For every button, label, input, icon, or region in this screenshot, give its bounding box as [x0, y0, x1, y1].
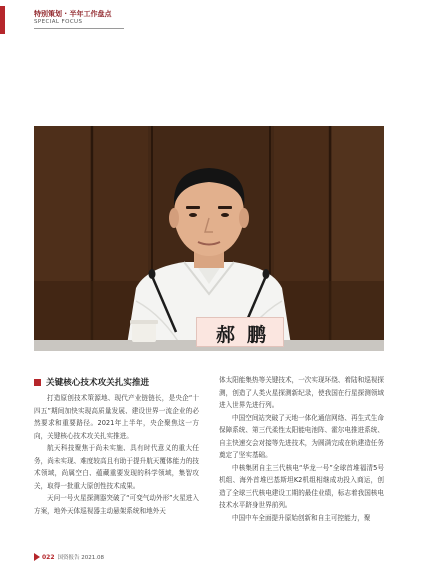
- speaker-nameplate: [196, 317, 284, 347]
- page-number: 022: [42, 553, 55, 561]
- paragraph-continued: 体太阳能集热等关键技术，一次实现环绕、着陆和巡视探测，创造了人类火星探测新纪录，使我国在行星探测领域进入世界先进行列。: [219, 376, 384, 409]
- paragraph: 中国空间站突破了天地一体化通信网络、再生式生命保障系统、第三代柔性太阳能电池阵、霍尔电推进系统、自主快速交会对接等先进技术，为圆满完成在轨建造任务奠定了坚实基础。: [219, 413, 384, 459]
- paragraph: 打造原创技术策源地、现代产业链链长，是央企“十四五”期间加快实现高质量发展、建设世界一流企业的必然要求和重要路径。2021年上半年，央企聚焦这一方向，关键核心技术攻关扎实推进。: [34, 394, 199, 440]
- section-label: 特别策划 · 半年工作盘点: [34, 10, 112, 18]
- section-heading: [34, 376, 149, 388]
- page-marker-icon: [34, 553, 40, 561]
- article-column-right: [219, 374, 384, 524]
- article-column-left: [34, 392, 199, 517]
- heading-square-icon: [34, 379, 41, 386]
- paragraph: 航天科技聚焦于尚未实施、具有时代意义的重大任务，尚未实现、难度较高且有助于提升航天覆体能力的技术领域，尚属空白、蕴藏重要发现的科学领域，集智攻关，取得一批重大原创性技术成果。: [34, 444, 199, 490]
- magazine-issue: 国资报告 2021.08: [57, 555, 105, 561]
- paragraph: 中核集团自主三代核电“华龙一号”全球首堆福清5号机组、海外首堆巴基斯坦K2机组相继成功投入商运，创造了全球三代核电建设工期的最佳业绩，标志着我国核电技术水平跻身世界前列。: [219, 463, 384, 509]
- nameplate-text: 郝鹏: [215, 324, 278, 346]
- section-title: 关键核心技术攻关扎实推进: [46, 378, 150, 388]
- paragraph: 天问一号火星探测器突破了“可变气动外形”火星进入方案，地外天体巡视器主动悬架系统和地外天: [34, 494, 199, 515]
- page-footer: [34, 552, 104, 562]
- header-rule: [34, 28, 124, 29]
- header-accent-bar: [0, 6, 5, 34]
- section-label-en: SPECIAL FOCUS: [34, 19, 83, 25]
- paragraph: 中国中车全面提升原始创新和自主可控能力，聚: [232, 513, 371, 522]
